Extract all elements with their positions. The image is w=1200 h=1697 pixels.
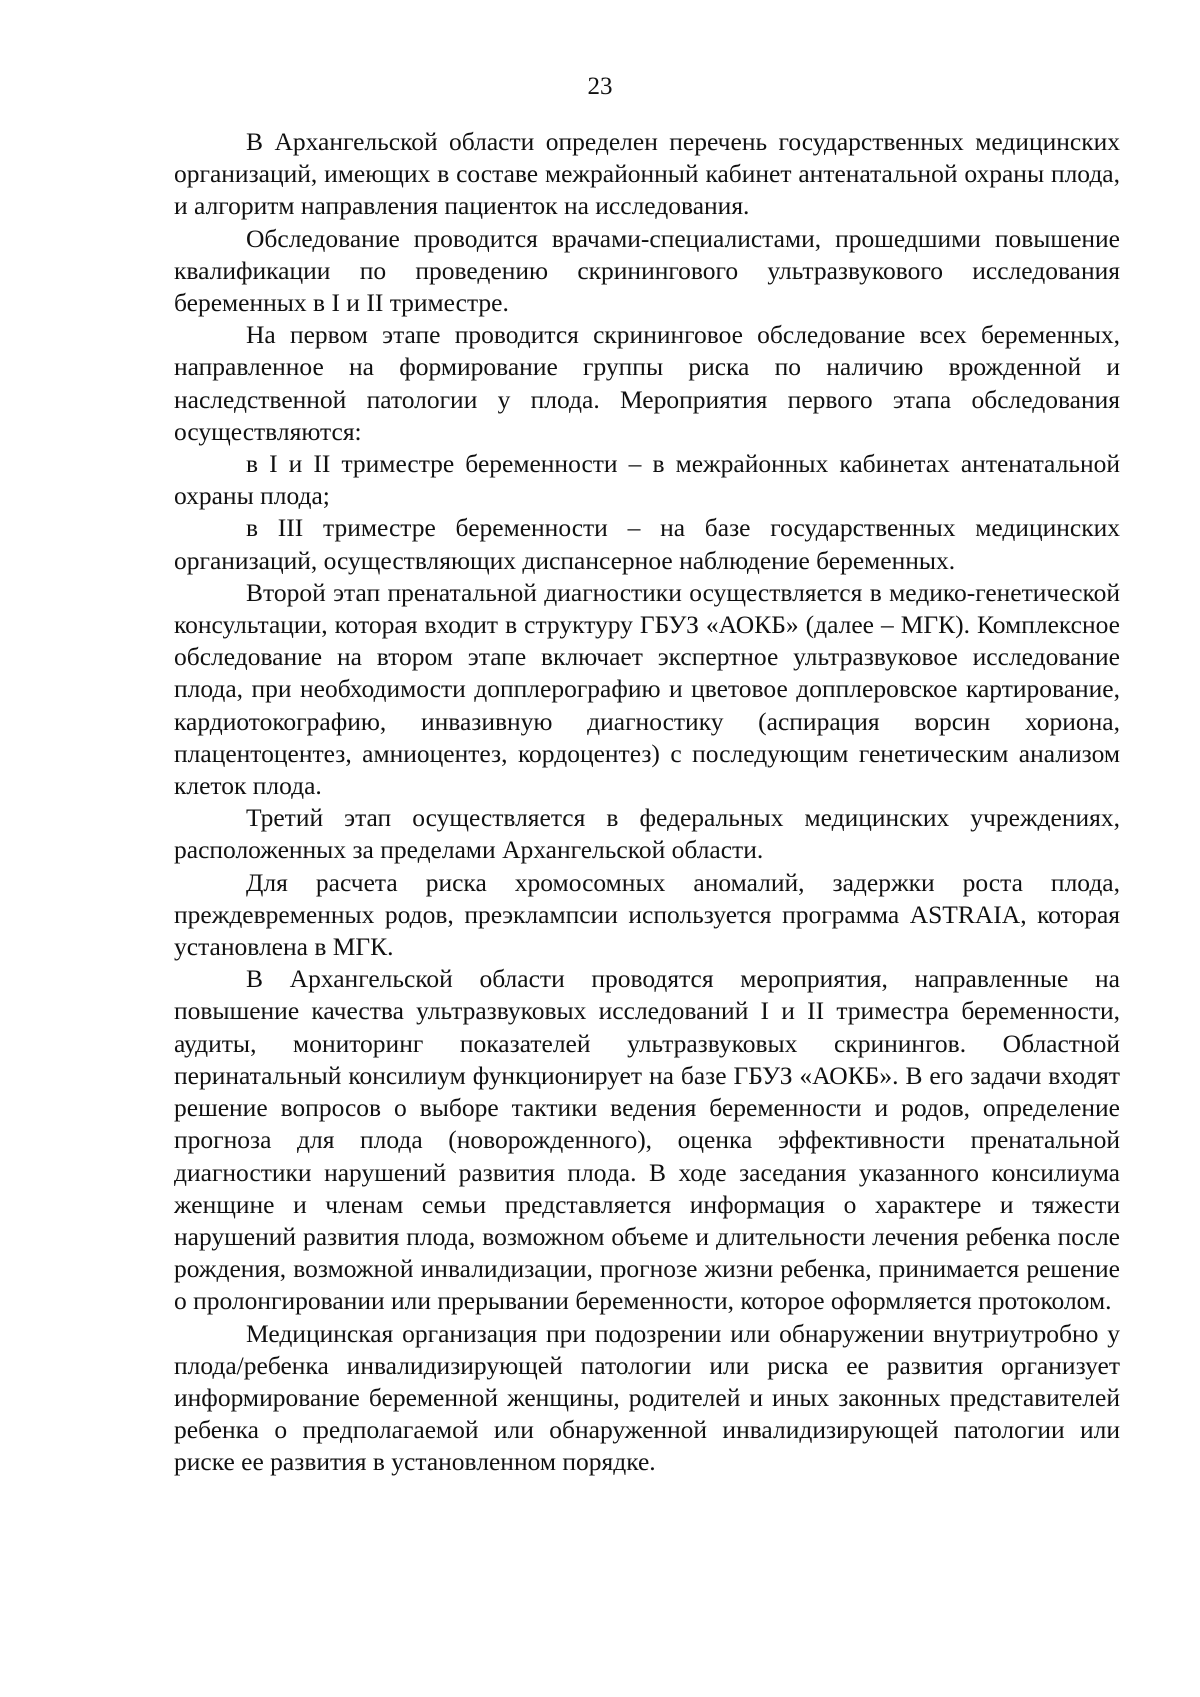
document-body [174, 126, 1120, 1479]
paragraph-10: Медицинская организация при подозрении или обнаружении внутриутробно у плода/ребенка инвалидизирующей патологии или риска ее развития организует информирование беременной женщины, родителей и иных законных представителей ребенка о предполагаемой или обнаруженной инвалидизирующей патологии или риске ее развития в установленном порядке. [174, 1318, 1120, 1477]
paragraph-5: в III триместре беременности – на базе государственных медицинских организаций, осуществляющих диспансерное наблюдение беременных. [174, 513, 1120, 575]
paragraph-8: Для расчета риска хромосомных аномалий, задержки роста плода, преждевременных родов, преэклампсии используется программа ASTRAIA, которая установлена в МГК. [174, 867, 1120, 962]
paragraph-9: В Архангельской области проводятся мероприятия, направленные на повышение качества ультразвуковых исследований I и II триместра беременности, аудиты, мониторинг показателей ультразвуковых скринингов. Областной перинатальный консилиум функционирует на базе ГБУЗ «АОКБ». В его задачи входят решение вопросов о выборе тактики ведения беременности и родов, определение прогноза для плода (новорожденного), оценка эффективности пренатальной диагностики нарушений развития плода. В ходе заседания указанного консилиума женщине и членам семьи представляется информация о характере и тяжести нарушений развития плода, возможном объеме и длительности лечения ребенка после рождения, возможной инвалидизации, прогнозе жизни ребенка, принимается решение о пролонгировании или прерывании беременности, которое оформляется протоколом. [174, 964, 1120, 1316]
paragraph-2: Обследование проводится врачами-специалистами, прошедшими повышение квалификации по проведению скринингового ультразвукового исследования беременных в I и II триместре. [174, 223, 1120, 318]
paragraph-4: в I и II триместре беременности – в межрайонных кабинетах антенатальной охраны плода; [174, 449, 1120, 511]
paragraph-7: Третий этап осуществляется в федеральных медицинских учреждениях, расположенных за пределами Архангельской области. [174, 803, 1120, 865]
page-number: 23 [587, 73, 613, 100]
paragraph-6: Второй этап пренатальной диагностики осуществляется в медико-генетической консультации, которая входит в структуру ГБУЗ «АОКБ» (далее – МГК). Комплексное обследование на втором этапе включает экспертное ультразвуковое исследование плода, при необходимости допплерографию и цветовое допплеровское картирование, кардиотокографию, инвазивную диагностику (аспирация ворсин хориона, плацентоцентез, амниоцентез, кордоцентез) с последующим генетическим анализом клеток плода. [174, 577, 1120, 801]
paragraph-1: В Архангельской области определен перечень государственных медицинских организаций, имеющих в составе межрайонный кабинет антенатальной охраны плода, и алгоритм направления пациенток на исследования. [174, 127, 1120, 221]
paragraph-3: На первом этапе проводится скрининговое обследование всех беременных, направленное на формирование группы риска по наличию врожденной и наследственной патологии у плода. Мероприятия первого этапа обследования осуществляются: [174, 320, 1120, 446]
